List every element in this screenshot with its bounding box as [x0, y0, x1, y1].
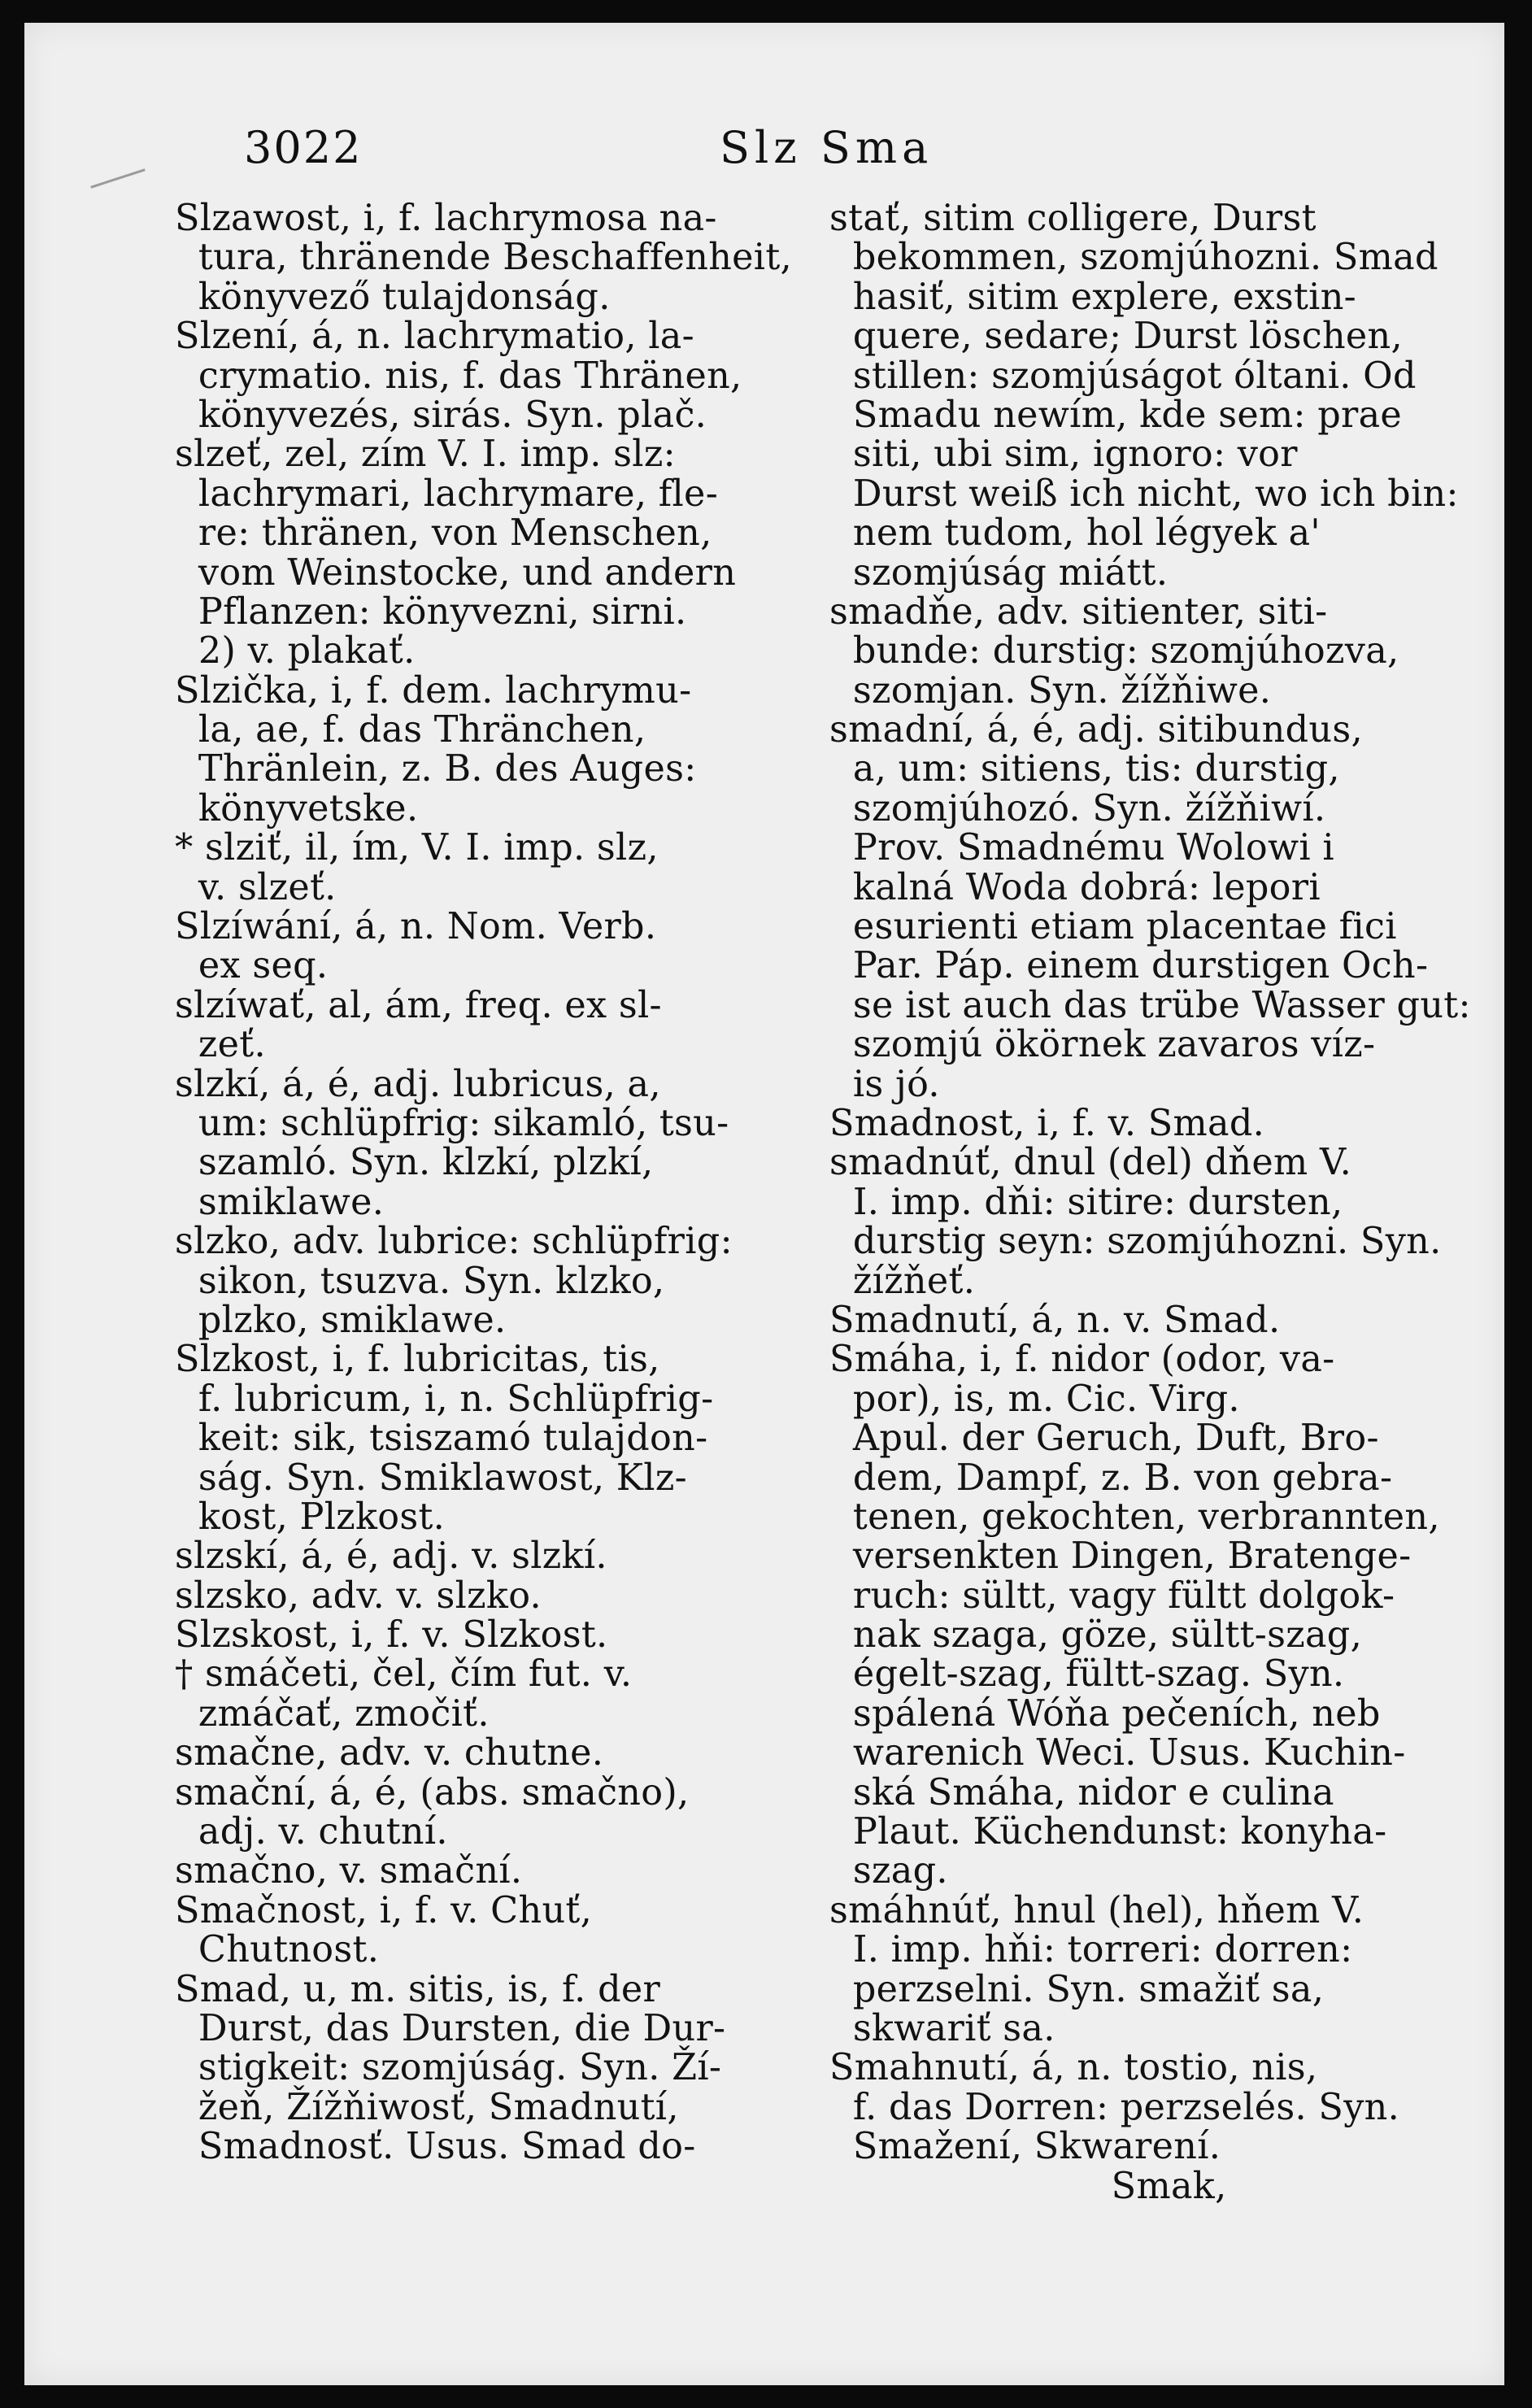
dictionary-line: a, um: sitiens, tis: durstig, — [829, 748, 1340, 790]
dictionary-line: Slzawost, i, f. lachrymosa na- — [175, 198, 717, 239]
dictionary-line: se ist auch das trübe Wasser gut: — [829, 984, 1471, 1026]
dictionary-line: f. lubricum, i, n. Schlüpfrig- — [175, 1378, 714, 1420]
running-head: Slz Sma — [720, 122, 934, 173]
dictionary-line: tura, thränende Beschaffenheit, — [175, 237, 792, 279]
dictionary-line: slzeť, zel, zím V. I. imp. slz: — [175, 433, 676, 476]
dictionary-line: smáhnúť, hnul (hel), hňem V. — [829, 1889, 1364, 1931]
dictionary-line: f. das Dorren: perzselés. Syn. — [829, 2086, 1400, 2128]
dictionary-line: kost, Plzkost. — [175, 1496, 446, 1538]
dictionary-line: kalná Woda dobrá: lepori — [829, 866, 1321, 908]
dictionary-line: Slzíwání, á, n. Nom. Verb. — [175, 906, 657, 948]
dictionary-line: perzselni. Syn. smažiť sa, — [829, 1968, 1325, 2010]
dictionary-line: slzsko, adv. v. slzko. — [175, 1574, 542, 1617]
dictionary-line: žeň, Žížňiwosť, Smadnutí, — [175, 2086, 679, 2128]
dictionary-line: v. slzeť. — [175, 866, 337, 908]
page-header — [220, 122, 1488, 187]
dictionary-line: stillen: szomjúságot óltani. Od — [829, 355, 1417, 397]
dictionary-line: ex seq. — [175, 945, 329, 987]
dictionary-line: skwariť sa. — [829, 2007, 1055, 2049]
dictionary-line: Smahnutí, á, n. tostio, nis, — [829, 2047, 1318, 2089]
dictionary-line: smačne, adv. v. chutne. — [175, 1732, 604, 1774]
dictionary-line: bunde: durstig: szomjúhozva, — [829, 630, 1399, 673]
dictionary-line: siti, ubi sim, ignoro: vor — [829, 433, 1298, 476]
dictionary-line: keit: sik, tsiszamó tulajdon- — [175, 1417, 708, 1460]
dictionary-line: szomjú ökörnek zavaros víz- — [829, 1024, 1376, 1066]
dictionary-line: quere, sedare; Durst löschen, — [829, 316, 1403, 358]
dictionary-line: * slziť, il, ím, V. I. imp. slz, — [175, 827, 659, 869]
dictionary-line: lachrymari, lachrymare, fle- — [175, 472, 719, 515]
dictionary-line: smačno, v. smační. — [175, 1850, 523, 1892]
dictionary-line: szomjan. Syn. žížňiwe. — [829, 669, 1272, 712]
dictionary-line: Smak, — [829, 2165, 1227, 2207]
dictionary-line: smační, á, é, (abs. smačno), — [175, 1771, 690, 1814]
dictionary-line: stať, sitim colligere, Durst — [829, 198, 1317, 239]
dictionary-line: Slzkost, i, f. lubricitas, tis, — [175, 1339, 660, 1381]
dictionary-line: smadňe, adv. sitienter, siti- — [829, 590, 1328, 633]
dictionary-line: ruch: sültt, vagy fültt dolgok- — [829, 1574, 1395, 1617]
dictionary-line: re: thränen, von Menschen, — [175, 512, 712, 555]
right-column — [829, 199, 1472, 2206]
dictionary-line: Smad, u, m. sitis, is, f. der — [175, 1968, 661, 2010]
left-column — [175, 199, 825, 2167]
dictionary-line: Durst, das Dursten, die Dur- — [175, 2007, 726, 2049]
dictionary-line: Pflanzen: könyvezni, sirni. — [175, 590, 687, 633]
dictionary-line: spálená Wóňa pečeních, neb — [829, 1692, 1381, 1735]
dictionary-line: Smadu newím, kde sem: prae — [829, 394, 1403, 436]
dictionary-line: Slzička, i, f. dem. lachrymu- — [175, 669, 692, 712]
dictionary-line: la, ae, f. das Thränchen, — [175, 709, 646, 751]
dictionary-line: smadní, á, é, adj. sitibundus, — [829, 709, 1363, 751]
dictionary-line: zeť. — [175, 1024, 266, 1066]
dictionary-line: Smačnost, i, f. v. Chuť, — [175, 1889, 593, 1931]
dictionary-line: slzko, adv. lubrice: schlüpfrig: — [175, 1221, 733, 1263]
dictionary-line: Slzskost, i, f. v. Slzkost. — [175, 1614, 608, 1657]
dictionary-line: Smadnost, i, f. v. Smad. — [829, 1102, 1265, 1144]
dictionary-line: stigkeit: szomjúság. Syn. Ží- — [175, 2047, 722, 2089]
dictionary-line: smiklawe. — [175, 1181, 385, 1223]
dictionary-line: slzskí, á, é, adj. v. slzkí. — [175, 1535, 607, 1578]
dictionary-line: žížňeť. — [829, 1260, 976, 1302]
dictionary-line: szamló. Syn. klzkí, plzkí, — [175, 1142, 654, 1184]
page-number: 3022 — [244, 122, 363, 173]
dictionary-line: versenkten Dingen, Bratenge- — [829, 1535, 1412, 1578]
dictionary-line: adj. v. chutní. — [175, 1811, 448, 1853]
dictionary-line: vom Weinstocke, und andern — [175, 551, 737, 594]
dictionary-line: ság. Syn. Smiklawost, Klz- — [175, 1457, 687, 1499]
dictionary-line: crymatio. nis, f. das Thränen, — [175, 355, 742, 397]
dictionary-line: Durst weiß ich nicht, wo ich bin: — [829, 472, 1459, 515]
dictionary-line: Apul. der Geruch, Duft, Bro- — [829, 1417, 1379, 1460]
dictionary-line: 2) v. plakať. — [175, 630, 416, 673]
dictionary-line: por), is, m. Cic. Virg. — [829, 1378, 1240, 1420]
dictionary-line: égelt-szag, fültt-szag. Syn. — [829, 1653, 1345, 1696]
dictionary-line: zmáčať, zmočiť. — [175, 1692, 490, 1735]
dictionary-line: durstig seyn: szomjúhozni. Syn. — [829, 1221, 1442, 1263]
dictionary-line: I. imp. hňi: torreri: dorren: — [829, 1929, 1353, 1971]
dictionary-line: warenich Weci. Usus. Kuchin- — [829, 1732, 1406, 1774]
dictionary-line: † smáčeti, čel, čím fut. v. — [175, 1653, 633, 1696]
dictionary-line: is jó. — [829, 1063, 940, 1105]
dictionary-line: nem tudom, hol légyek a' — [829, 512, 1321, 555]
dictionary-line: esurienti etiam placentae fici — [829, 906, 1397, 948]
dictionary-line: slzkí, á, é, adj. lubricus, a, — [175, 1063, 661, 1105]
dictionary-line: szomjúság miátt. — [829, 551, 1169, 594]
dictionary-line: I. imp. dňi: sitire: dursten, — [829, 1181, 1343, 1223]
dictionary-line: szag. — [829, 1850, 948, 1892]
dictionary-line: smadnúť, dnul (del) dňem V. — [829, 1142, 1352, 1184]
dictionary-line: bekommen, szomjúhozni. Smad — [829, 237, 1438, 279]
dictionary-line: könyvező tulajdonság. — [175, 276, 611, 318]
dictionary-line: ská Smáha, nidor e culina — [829, 1771, 1334, 1814]
dictionary-line: Slzení, á, n. lachrymatio, la- — [175, 316, 694, 358]
dictionary-line: slzíwať, al, ám, freq. ex sl- — [175, 984, 662, 1026]
dictionary-line: könyvetske. — [175, 787, 419, 830]
dictionary-line: um: schlüpfrig: sikamló, tsu- — [175, 1102, 729, 1144]
dictionary-line: dem, Dampf, z. B. von gebra- — [829, 1457, 1393, 1499]
dictionary-line: hasiť, sitim explere, exstin- — [829, 276, 1357, 318]
dictionary-line: szomjúhozó. Syn. žížňiwí. — [829, 787, 1326, 830]
dictionary-line: tenen, gekochten, verbrannten, — [829, 1496, 1440, 1538]
dictionary-line: sikon, tsuzva. Syn. klzko, — [175, 1260, 665, 1302]
dictionary-line: plzko, smiklawe. — [175, 1299, 507, 1341]
dictionary-line: Par. Páp. einem durstigen Och- — [829, 945, 1429, 987]
dictionary-line: Smadnutí, á, n. v. Smad. — [829, 1299, 1281, 1341]
dictionary-line: Chutnost. — [175, 1929, 380, 1971]
dictionary-line: Thränlein, z. B. des Auges: — [175, 748, 697, 790]
dictionary-line: Plaut. Küchendunst: konyha- — [829, 1811, 1387, 1853]
dictionary-line: nak szaga, göze, sültt-szag, — [829, 1614, 1363, 1657]
dictionary-line: Prov. Smadnému Wolowi i — [829, 827, 1334, 869]
dictionary-line: könyvezés, sirás. Syn. plač. — [175, 394, 707, 436]
dictionary-line: Smadnosť. Usus. Smad do- — [175, 2126, 696, 2168]
dictionary-line: Smažení, Skwarení. — [829, 2126, 1221, 2168]
dictionary-line: Smáha, i, f. nidor (odor, va- — [829, 1339, 1335, 1381]
